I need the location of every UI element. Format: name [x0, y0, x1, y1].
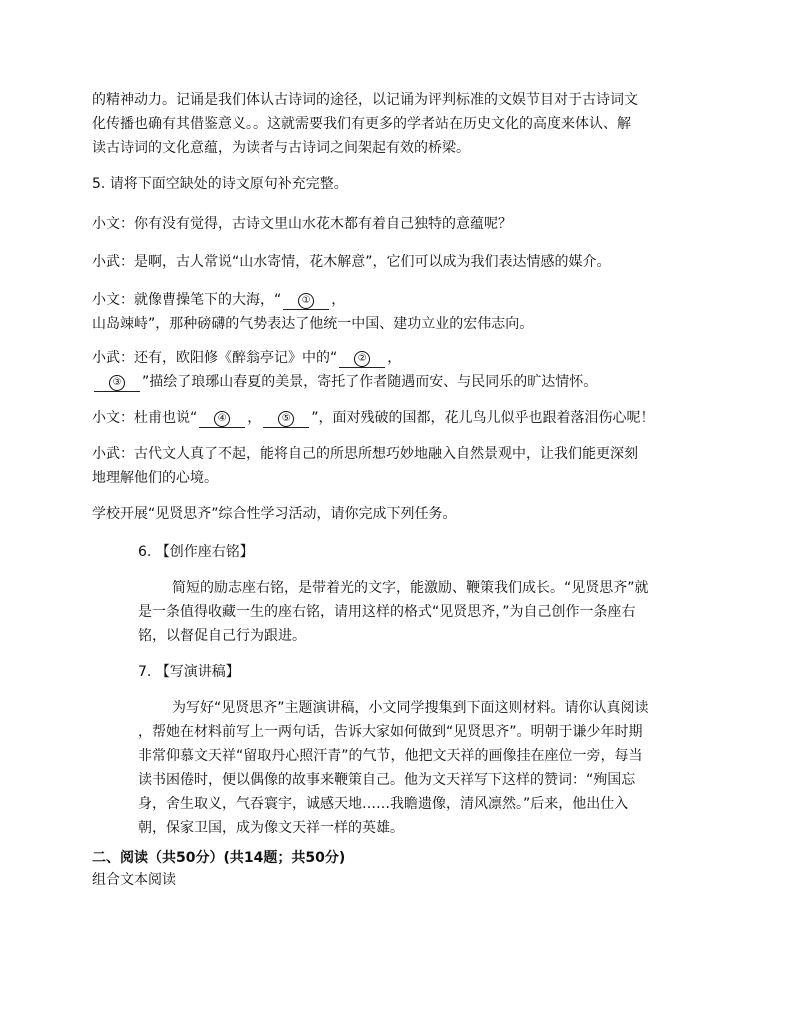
dialogue-line-6b: 地理解他们的心境。 [92, 470, 218, 486]
dialogue-text: ”，面对残破的国都，花儿鸟儿似乎也跟着落泪伤心呢！ [311, 410, 655, 426]
blank-number: ② [354, 351, 370, 367]
dialogue-line-3 [92, 288, 704, 336]
paragraph-line: 化传播也确有其借鉴意义。。这就需要我们有更多的学者站在历史文化的高度来体认、解 [92, 116, 631, 132]
answer-blank-3[interactable] [94, 374, 140, 392]
dialogue-line-3a [92, 288, 704, 312]
dialogue-line-4 [92, 346, 704, 394]
paragraph-line: 的精神动力。记诵是我们体认古诗词的途径，以记诵为评判标准的文娱节目对于古诗词文 [92, 92, 638, 108]
dialogue-text: ， [331, 292, 346, 308]
blank-number: ③ [109, 375, 125, 391]
paragraph-line: 身，舍生取义，气吞寰宇，诚感天地……我瞻遗像，清风凛然。”后来，他出仕入 [138, 796, 629, 812]
dialogue-line-6a: 小武：古代文人真了不起，能将自己的所思所想巧妙地融入自然景观中，让我们能更深刻 [92, 446, 638, 462]
dialogue-line-4b [92, 370, 704, 394]
blank-number: ④ [214, 411, 230, 427]
answer-blank-5[interactable] [263, 410, 309, 428]
continuation-paragraph [92, 88, 704, 160]
dialogue-text: ， [247, 410, 262, 426]
paragraph-line: 是一条值得收藏一生的座右铭，请用这样的格式“见贤思齐，”为自己创作一条座右 [138, 604, 636, 620]
section-2-subheading: 组合文本阅读 [92, 872, 176, 888]
dialogue-line-5 [92, 406, 704, 430]
blank-number: ⑤ [278, 411, 294, 427]
dialogue-text: 小文：杜甫也说“ [92, 410, 198, 426]
paragraph-line: ，帮她在材料前写上一两句话，告诉大家如何做到“见贤思齐”。明朝于谦少年时期 [138, 724, 643, 740]
answer-blank-2[interactable] [339, 350, 385, 368]
dialogue-text: 小文：就像曹操笔下的大海，“ [92, 292, 282, 308]
paragraph-line: 朝，保家卫国，成为像文天祥一样的英雄。 [138, 820, 404, 836]
blank-number: ① [298, 293, 314, 309]
paragraph-line: 简短的励志座右铭，是带着光的文字，能激励、鞭策我们成长。“见贤思齐”就 [172, 580, 649, 596]
paragraph-line: 非常仰慕文天祥“留取丹心照汗青”的气节，他把文天祥的画像挂在座位一旁，每当 [138, 748, 643, 764]
paragraph-line: 铭，以督促自己行为跟进。 [138, 628, 306, 644]
dialogue-line-4a [92, 346, 704, 370]
paragraph-line: 读古诗词的文化意蕴，为读者与古诗词之间架起有效的桥梁。 [92, 140, 470, 156]
paragraph-line: 为写好“见贤思齐”主题演讲稿，小文同学搜集到下面这则材料。请你认真阅读 [172, 700, 649, 716]
dialogue-text: 小武：还有，欧阳修《醉翁亭记》中的“ [92, 350, 338, 366]
dialogue-line-3b: 山岛竦峙”，那种磅礴的气势表达了他统一中国、建功立业的宏伟志向。 [92, 316, 534, 332]
answer-blank-1[interactable] [283, 292, 329, 310]
paragraph-line: 读书困倦时，便以偶像的故事来鞭策自己。他为文天祥写下这样的赞词：“殉国忘 [138, 772, 636, 788]
activity-intro: 学校开展“见贤思齐”综合性学习活动，请你完成下列任务。 [92, 506, 457, 522]
question-6-body [138, 576, 698, 648]
question-7-body [138, 696, 698, 840]
question-5-title: 5. 请将下面空缺处的诗文原句补充完整。 [92, 176, 348, 192]
question-6-title: 6. 【创作座右铭】 [138, 544, 254, 560]
dialogue-text: ”描绘了琅琊山春夏的美景，寄托了作者随遇而安、与民同乐的旷达情怀。 [142, 374, 598, 390]
dialogue-line-2: 小武：是啊，古人常说“山水寄情，花木解意”，它们可以成为我们表达情感的媒介。 [92, 254, 611, 270]
dialogue-line-1: 小文：你有没有觉得，古诗文里山水花木都有着自己独特的意蕴呢？ [92, 216, 512, 232]
question-7-title: 7. 【写演讲稿】 [138, 664, 240, 680]
dialogue-text: ， [387, 350, 402, 366]
answer-blank-4[interactable] [199, 410, 245, 428]
section-2-heading: 二、阅读（共50分）(共14题；共50分) [92, 850, 346, 866]
dialogue-line-6 [92, 442, 704, 490]
